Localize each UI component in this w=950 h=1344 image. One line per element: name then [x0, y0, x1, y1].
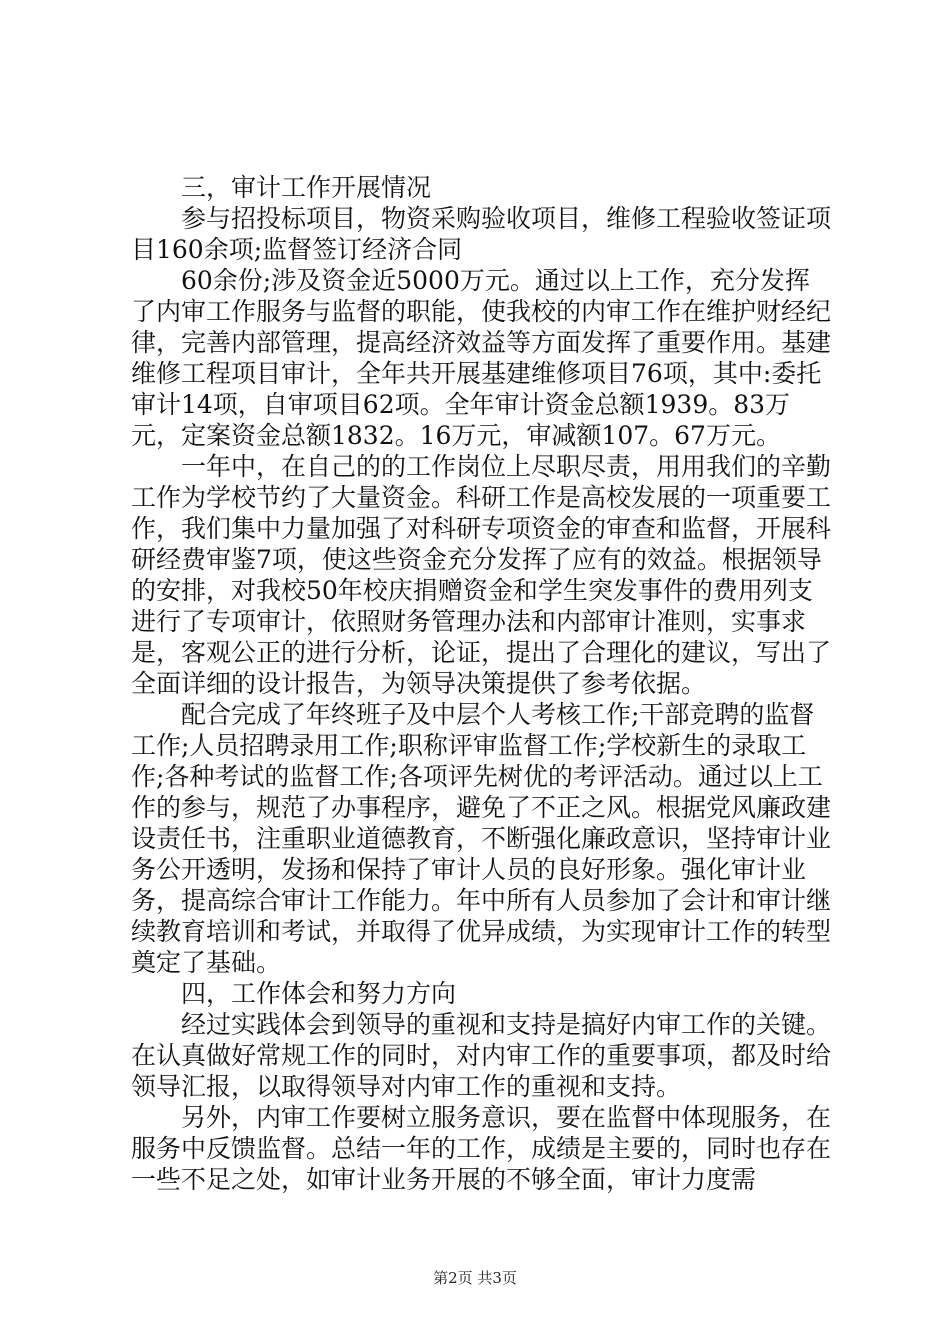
paragraph-research-funds-audit: 一年中，在自己的的工作岗位上尽职尽责，用用我们的辛勤工作为学校节约了大量资金。科研工作是高校发展的一项重要工作，我们集中力量加强了对科研专项资金的审查和监督，开展科研经费审鉴7项，使这些资金充分发挥了应有的效益。根据领导的安排，对我校50年校庆捐赠资金和学生突发事件的费用列支进行了专项审计，依照财务管理办法和内部审计准则，实事求是，客观公正的进行分析，论证，提出了合理化的建议，写出了全面详细的设计报告，为领导决策提供了参考依据。 [131, 452, 832, 698]
section-heading-experience: 四，工作体会和努力方向 [181, 979, 457, 1008]
paragraph-service-awareness: 另外，内审工作要树立服务意识，要在监督中体现服务，在服务中反馈监督。总结一年的工作，成绩是主要的，同时也存在一些不足之处，如审计业务开展的不够全面，审计力度需 [131, 1103, 832, 1194]
paragraph-contracts-and-capital-audit: 60余份;涉及资金近5000万元。通过以上工作，充分发挥了内审工作服务与监督的职能，使我校的内审工作在维护财经纪律，完善内部管理，提高经济效益等方面发挥了重要作用。基建维修工程项目审计，全年共开展基建维修项目76项，其中:委托审计14项，自审项目62项。全年审计资金总额1939。83万元，定案资金总额1832。16万元，审减额107。67万元。 [131, 266, 832, 450]
page-number-footer: 第2页 共3页 [433, 1269, 517, 1287]
document-body [131, 172, 831, 1195]
paragraph-bidding-projects: 参与招投标项目，物资采购验收项目，维修工程验收签证项目160余项;监督签订经济合同 [131, 204, 832, 264]
section-heading-audit-work: 三，审计工作开展情况 [181, 173, 432, 202]
paragraph-leadership-support: 经过实践体会到领导的重视和支持是搞好内审工作的关键。在认真做好常规工作的同时，对内审工作的重要事项，都及时给领导汇报，以取得领导对内审工作的重视和支持。 [131, 1010, 832, 1101]
paragraph-supervision-work: 配合完成了年终班子及中层个人考核工作;干部竞聘的监督工作;人员招聘录用工作;职称评审监督工作;学校新生的录取工作;各种考试的监督工作;各项评先树优的考评活动。通过以上工作的参与，规范了办事程序，避免了不正之风。根据党风廉政建设责任书，注重职业道德教育，不断强化廉政意识，坚持审计业务公开透明，发扬和保持了审计人员的良好形象。强化审计业务，提高综合审计工作能力。年中所有人员参加了会计和审计继续教育培训和考试，并取得了优异成绩，为实现审计工作的转型奠定了基础。 [131, 700, 832, 977]
